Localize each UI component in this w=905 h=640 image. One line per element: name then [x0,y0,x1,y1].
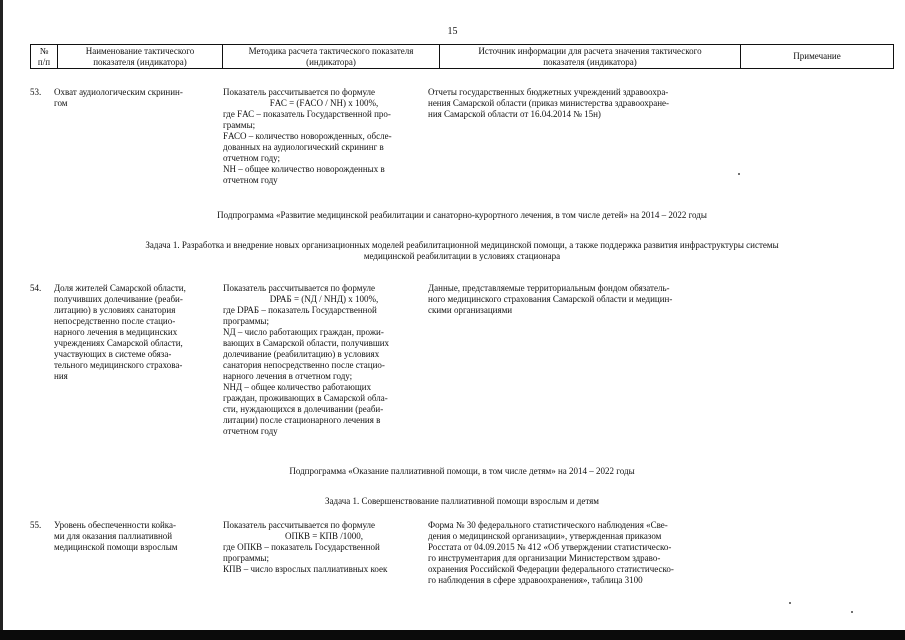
scan-bottom-edge [0,630,905,640]
calculation-method: Показатель рассчитывается по формуле DРАБ = (NД / NНД) x 100%, где DРАБ – показатель Государственной программы; NД – число работающих граждан, прожи- вающих в Самарской области, получивших долечивание (реабилитацию) в условиях санатория непосредственно после стацио- нарного лечения в отчетном году; NНД – общее количество работающих граждан, проживающих в Самарской обла- сти, нуждающихся в долечивании (реаби- литации) после стационарного лечения в отчетном году [223,283,425,437]
information-source: Отчеты государственных бюджетных учреждений здравоохра- нения Самарской области (приказ министерства здравоохране- ния Самарской области от 16.04.2014 № 15н) [428,87,670,119]
subprogram-heading: Подпрограмма «Оказание паллиативной помощи, в том числе детям» на 2014 – 2022 годы [289,466,635,476]
indicator-name: Охват аудиологическим скринин- гом [54,87,183,108]
header-col-note: Примечание [741,45,894,69]
row-number: 55. [30,520,42,530]
formula: ОПКВ = КПВ /1000, [284,531,364,541]
calculation-method: Показатель рассчитывается по формуле ОПКВ = КПВ /1000, где ОПКВ – показатель Государственной программы; КПВ – число взрослых паллиативных коек [223,520,425,575]
row-number: 53. [30,87,42,97]
scan-speck [851,611,853,613]
header-col-number: № п/п [31,45,58,69]
formula: FАС = (FАСО / NН) x 100%, [269,98,379,108]
subprogram-heading: Подпрограмма «Развитие медицинской реабилитации и санаторно-курортного лечения, в том числе детей» на 2014 – 2022 годы [217,210,707,220]
task-heading: Задача 1. Совершенствование паллиативной помощи взрослым и детям [324,496,599,506]
table-row-53 [30,87,894,197]
table-header [30,44,894,69]
header-col-method: Методика расчета тактического показателя (индикатора) [223,45,440,69]
scan-left-edge [0,0,3,640]
formula: DРАБ = (NД / NНД) x 100%, [269,294,379,304]
task-heading: Задача 1. Разработка и внедрение новых организационных моделей реабилитационной медицинской помощи, а также поддержка развития инфраструктуры системы медицинской реабилитации в условиях стационара [145,240,779,261]
scan-speck [738,173,740,175]
table-row-54 [30,283,894,453]
scan-speck [789,602,791,604]
calculation-method: Показатель рассчитывается по формуле FАС = (FАСО / NН) x 100%, где FАС – показатель Государственной про- граммы; FАСО – количество новорожденных, обсле- дованных на аудиологический скрининг в отчетном году; NН – общее количество новорожденных в отчетном году [223,87,425,186]
indicator-name: Уровень обеспеченности койка- ми для оказания паллиативной медицинской помощи взрослым [54,520,178,552]
table-row-55 [30,520,894,600]
indicator-name: Доля жителей Самарской области, получивших долечивание (реаби- литацию) в условиях санатория непосредственно после стацио- нарного лечения в медицинских учреждениях Самарской области, участвующих в системе обяза- тельного медицинского страхова- ния [54,283,186,381]
page-number: 15 [447,26,458,37]
header-col-name: Наименование тактического показателя (индикатора) [58,45,223,69]
information-source: Данные, представляемые территориальным фондом обязатель- ного медицинского страхования Самарской области и медицин- скими организациями [428,283,673,315]
row-number: 54. [30,283,42,293]
header-col-source: Источник информации для расчета значения тактического показателя (индикатора) [440,45,741,69]
information-source: Форма № 30 федерального статистического наблюдения «Све- дения о медицинской организации», утвержденная приказом Росстата от 04.09.2015 № 412 «Об утверждении статистическо- го инструментария для организации Министерством здраво- охранения Российской Федерации федерального статистическо- го наблюдения в сфере здравоохранения», таблица 3100 [428,520,674,585]
